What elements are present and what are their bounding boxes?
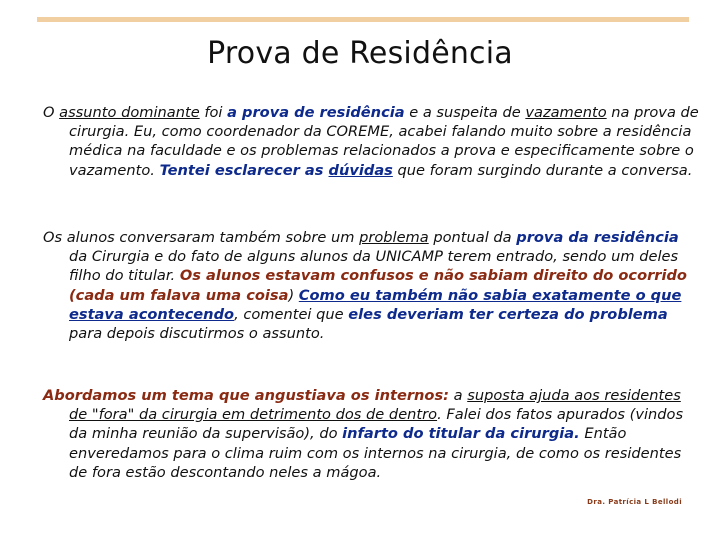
p3-s1: Abordamos um tema que angustiava os internos: bbox=[43, 387, 449, 404]
p3-s6: Então enveredamos para o clima ruim com os internos na cirurgia, de como os residentes de fora estão descontando neles a mágoa. bbox=[69, 425, 682, 481]
p1-s6: vazamento bbox=[525, 104, 607, 121]
p1-s4: a prova de residência bbox=[227, 104, 405, 121]
p3-s2: a bbox=[448, 387, 468, 404]
p2-s1: Os alunos conversaram também sobre um bbox=[43, 229, 360, 246]
p1-s10: que foram surgindo durante a conversa. bbox=[392, 161, 693, 179]
paragraph-3 bbox=[43, 386, 699, 482]
p2-s9: , comentei que bbox=[234, 305, 349, 323]
p1-s5: e a suspeita de bbox=[404, 104, 526, 121]
p2-s8: Como eu também não sabia exatamente o que estava acontecendo bbox=[69, 286, 682, 323]
p1-s3: foi bbox=[199, 104, 228, 121]
p2-s4: prova da residência bbox=[516, 229, 679, 246]
p1-s8: Tentei esclarecer as bbox=[159, 161, 329, 179]
p2-s3: pontual da bbox=[428, 229, 517, 246]
p1-s1: O bbox=[43, 104, 60, 121]
p2-s11: para depois discutirmos o assunto. bbox=[69, 325, 325, 343]
p2-s5: da Cirurgia e do fato de alguns alunos da UNICAMP terem entrado, sendo um deles filho do titular. bbox=[69, 248, 679, 285]
paragraph-2 bbox=[43, 228, 699, 343]
p2-s2: problema bbox=[359, 229, 429, 246]
author-signature: Dra. Patrícia L Bellodi bbox=[587, 498, 682, 506]
page-title: Prova de Residência bbox=[207, 36, 513, 71]
p1-s2: assunto dominante bbox=[59, 104, 200, 121]
p3-s4: . Falei dos fatos apurados (vindos da minha reunião da supervisão), do bbox=[69, 406, 684, 443]
p3-s3: suposta ajuda aos residentes de "fora" da cirurgia em detrimento dos de dentro bbox=[69, 387, 681, 424]
p3-s5: infarto do titular da cirurgia. bbox=[342, 425, 580, 443]
p1-s7: na prova de cirurgia. Eu, como coordenador da COREME, acabei falando muito sobre a residência médica na faculdade e os problemas relacionados a prova e especificamente sobre o vazamento. bbox=[69, 104, 699, 179]
paragraph-1 bbox=[43, 103, 699, 180]
top-accent-bar bbox=[37, 17, 689, 22]
p2-s6: Os alunos estavam confusos e não sabiam direito do ocorrido (cada um falava uma coisa bbox=[69, 267, 687, 304]
p1-s9: dúvidas bbox=[328, 161, 393, 179]
p2-s10: eles deveriam ter certeza do problema bbox=[348, 305, 668, 323]
p2-s7: ) bbox=[288, 286, 299, 304]
